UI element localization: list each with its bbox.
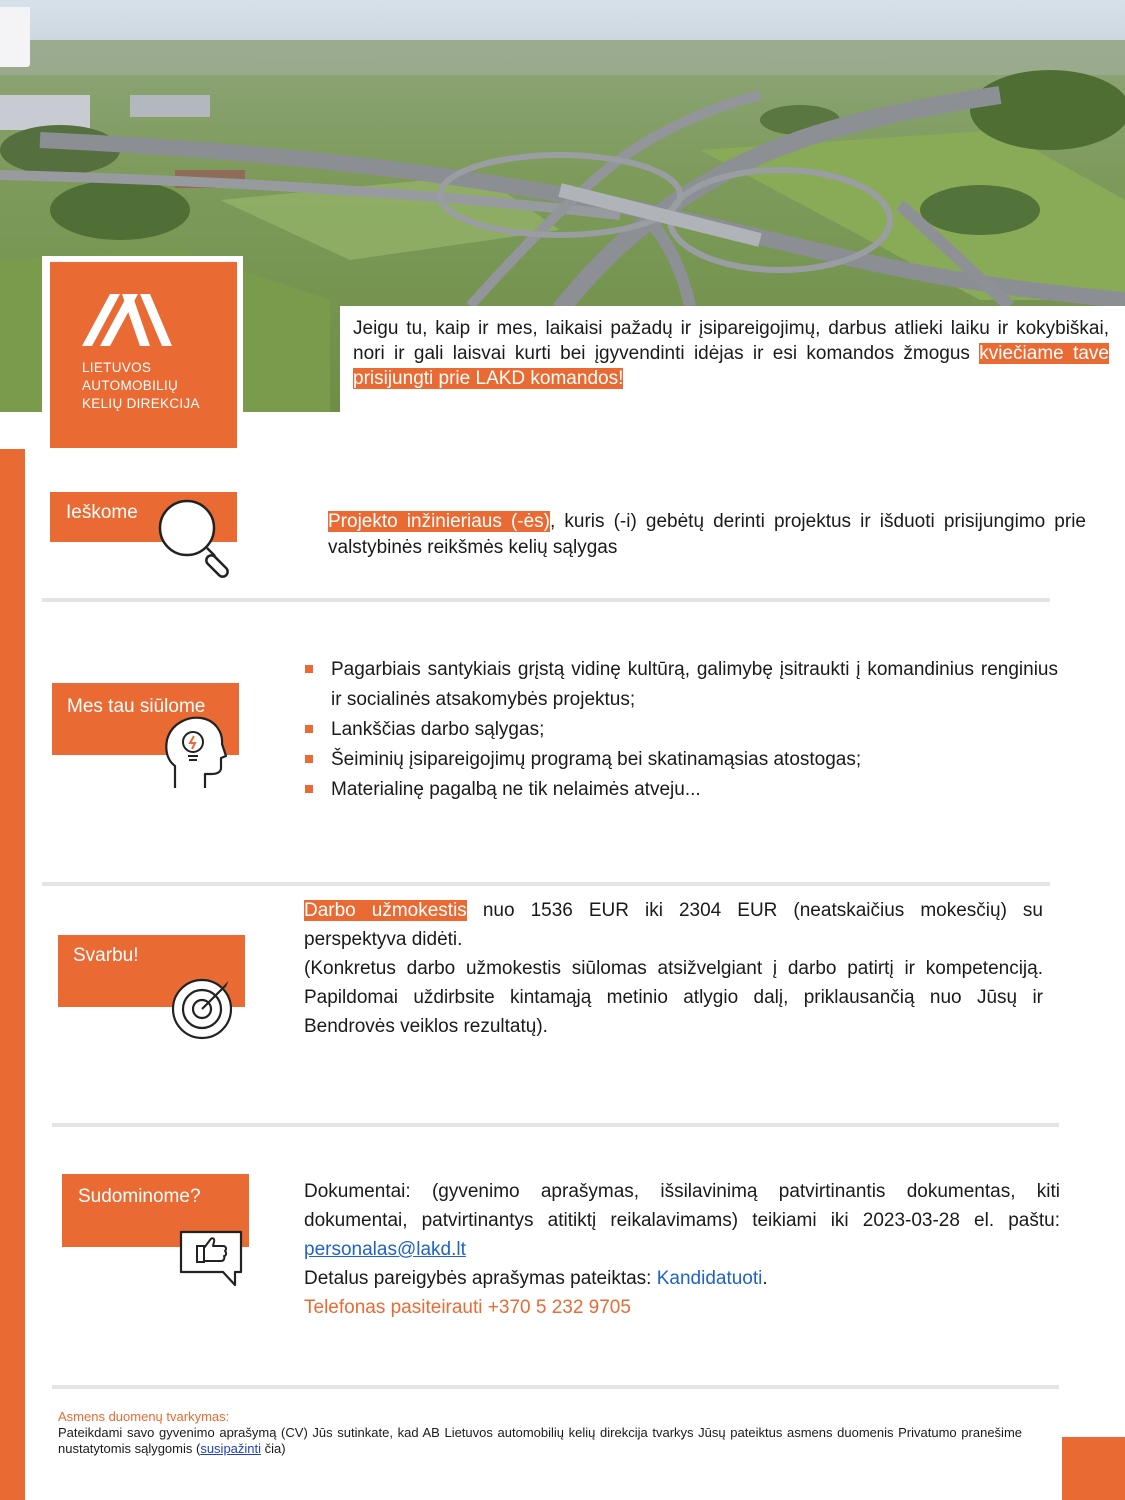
intro-highlight: kviečiame tave prisijungti prie LAKD komandos! [353, 343, 1109, 389]
list-item: Pagarbiais santykiais grįstą vidinę kultūrą, galimybę įsitraukti į komandinius renginius ir socialinės atsakomybės projektus; [304, 655, 1058, 715]
list-item: Šeiminių įsipareigojimų programą bei skatinamąsias atostogas; [304, 745, 1058, 775]
thumbs-up-icon [177, 1228, 245, 1288]
list-item: Materialinę pagalbą ne tik nelaimės atveju... [304, 775, 1058, 805]
separator [52, 1123, 1059, 1127]
target-icon [170, 972, 240, 1042]
email-link[interactable]: personalas@lakd.lt [304, 1239, 466, 1260]
salary-details: (Konkretus darbo užmokestis siūlomas atsižvelgiant į darbo patirtį ir kompetenciją. Papildomai uždirbsite kintamąją metinio atlygio dalį, priklausančią nuo Jūsų ir Bendrovės veiklos rezultatų). [304, 958, 1043, 1037]
side-accent-bar [0, 449, 25, 1500]
list-item: Lankščias darbo sąlygas; [304, 715, 1058, 745]
logo-line-3: KELIŲ DIREKCIJA [82, 396, 200, 411]
privacy-title: Asmens duomenų tvarkymas: [58, 1409, 230, 1424]
position-title: Projekto inžinieriaus (-ės) [328, 511, 550, 532]
head-idea-icon [165, 716, 227, 790]
description-end: . [762, 1268, 768, 1289]
privacy-body: Pateikdami savo gyvenimo aprašymą (CV) Jūs sutinkate, kad AB Lietuvos automobilių kelių direkcija tvarkys Jūsų pateiktus asmens duomenis Privatumo pranešime nustatytomis sąlygomis ( [58, 1425, 1022, 1456]
logo-line-1: LIETUVOS [82, 360, 152, 375]
label-interested: Sudominome? [62, 1174, 249, 1247]
seeking-text [328, 509, 1086, 561]
privacy-text [58, 1425, 1022, 1457]
logo-text [82, 359, 200, 413]
label-seeking: Ieškome [50, 492, 237, 542]
intro-text: Jeigu tu, kaip ir mes, laikaisi pažadų ir įsipareigojimų, darbus atlieki laiku ir kokybiškai, nori ir gali laisvai kurti bei įgyvendinti idėjas ir esi komandos žmogus [353, 318, 1109, 364]
privacy-end: čia) [261, 1441, 286, 1456]
phone-text: Telefonas pasiteirauti +370 5 232 9705 [304, 1297, 631, 1318]
logo-line-2: AUTOMOBILIŲ [82, 378, 179, 393]
privacy-link[interactable]: susipažinti [200, 1441, 262, 1456]
corner-tab [0, 7, 30, 67]
intro-paragraph [353, 316, 1109, 391]
salary-text [304, 896, 1043, 1041]
salary-label: Darbo užmokestis [304, 900, 467, 921]
description-text: Detalus pareigybės aprašymas pateiktas: [304, 1268, 657, 1289]
separator [52, 1385, 1059, 1389]
benefits-list [304, 655, 1058, 805]
application-text [304, 1177, 1060, 1322]
documents-text: Dokumentai: (gyvenimo aprašymas, išsilavinimą patvirtinantis dokumentas, kiti dokumentai, patvirtinantys atitiktį reikalavimams) teikiami iki 2023-03-28 el. paštu: [304, 1181, 1060, 1231]
label-offer: Mes tau siūlome [52, 683, 239, 755]
label-important: Svarbu! [58, 935, 245, 1007]
lakd-logo-icon [82, 292, 174, 348]
corner-accent-block [1062, 1437, 1125, 1500]
separator [42, 882, 1050, 886]
privacy-notice [58, 1409, 1022, 1457]
magnifier-icon [157, 498, 239, 578]
separator [42, 598, 1050, 602]
logo [50, 262, 237, 448]
seeking-description: , kuris (-i) gebėtų derinti projektus ir išduoti prisijungimo prie valstybinės reikšmės kelių sąlygas [328, 511, 1086, 558]
apply-link[interactable]: Kandidatuoti [656, 1268, 763, 1289]
salary-range: nuo 1536 EUR iki 2304 EUR (neatskaičius mokesčių) su perspektyva didėti. [304, 900, 1043, 950]
